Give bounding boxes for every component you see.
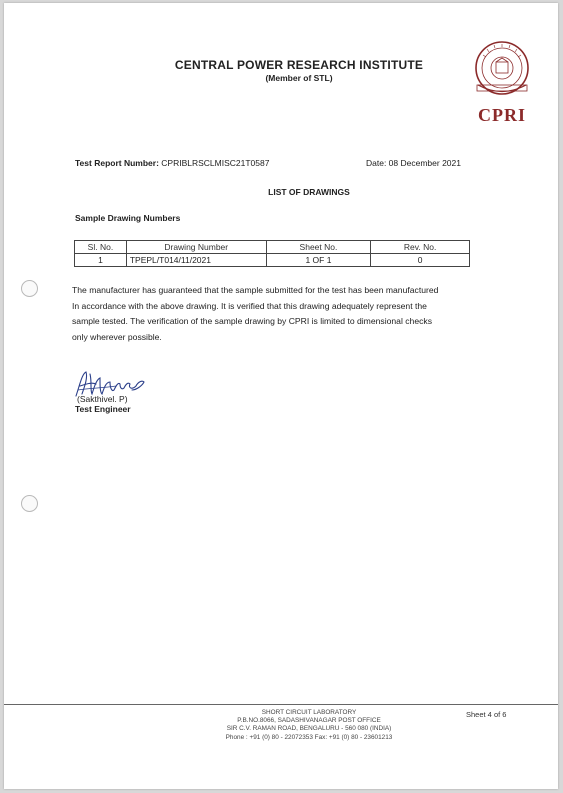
report-number-label: Test Report Number: (75, 158, 159, 168)
table-cell: 0 (371, 254, 470, 267)
report-date: Date: 08 December 2021 (366, 158, 461, 168)
document-page (4, 3, 558, 789)
footer-divider (4, 704, 558, 705)
punch-hole-icon (21, 495, 38, 512)
column-header: Sl. No. (75, 241, 127, 254)
logo-text: CPRI (478, 105, 526, 125)
table-header-row (75, 241, 470, 254)
institute-subtitle: (Member of STL) (265, 73, 333, 83)
sheet-number: Sheet 4 of 6 (466, 710, 507, 719)
punch-hole-icon (21, 280, 38, 297)
report-number-value: CPRIBLRSCLMISC21T0587 (161, 158, 270, 168)
column-header: Sheet No. (266, 241, 371, 254)
report-number (75, 158, 269, 168)
statement-line: only wherever possible. (72, 331, 162, 342)
section-subtitle: Sample Drawing Numbers (75, 213, 181, 223)
table-cell: 1 OF 1 (266, 254, 371, 267)
statement-line: The manufacturer has guaranteed that the sample submitted for the test has been manufactured (72, 285, 439, 295)
table-row (75, 254, 470, 267)
signatory-name: (Sakthivel. P) (77, 394, 128, 404)
cpri-logo (469, 38, 535, 128)
column-header: Drawing Number (126, 241, 266, 254)
statement-line: sample tested. The verification of the sample drawing by CPRI is limited to dimensional checks (72, 316, 432, 326)
statement-line: In accordance with the above drawing. It is verified that this drawing adequately represent the (72, 300, 427, 311)
institute-name: CENTRAL POWER RESEARCH INSTITUTE (174, 58, 424, 72)
table-cell: 1 (75, 254, 127, 267)
footer-lab: SHORT CIRCUIT LABORATORY (261, 709, 357, 716)
section-title: LIST OF DRAWINGS (268, 187, 350, 197)
footer-address-line: SIR C.V. RAMAN ROAD, BENGALURU - 560 080 (INDIA) (226, 725, 392, 733)
signatory-role: Test Engineer (75, 404, 131, 414)
column-header: Rev. No. (371, 241, 470, 254)
manufacturer-statement (72, 283, 482, 345)
drawings-table (74, 240, 470, 267)
footer-address-line: P.B.NO.8066, SADASHIVANAGAR POST OFFICE (237, 717, 381, 725)
cpri-seal-icon (469, 38, 535, 104)
table-cell: TPEPL/T014/11/2021 (126, 254, 266, 267)
footer-phone: Phone : +91 (0) 80 - 22072353 Fax: +91 (0) 80 - 23601213 (225, 733, 393, 741)
